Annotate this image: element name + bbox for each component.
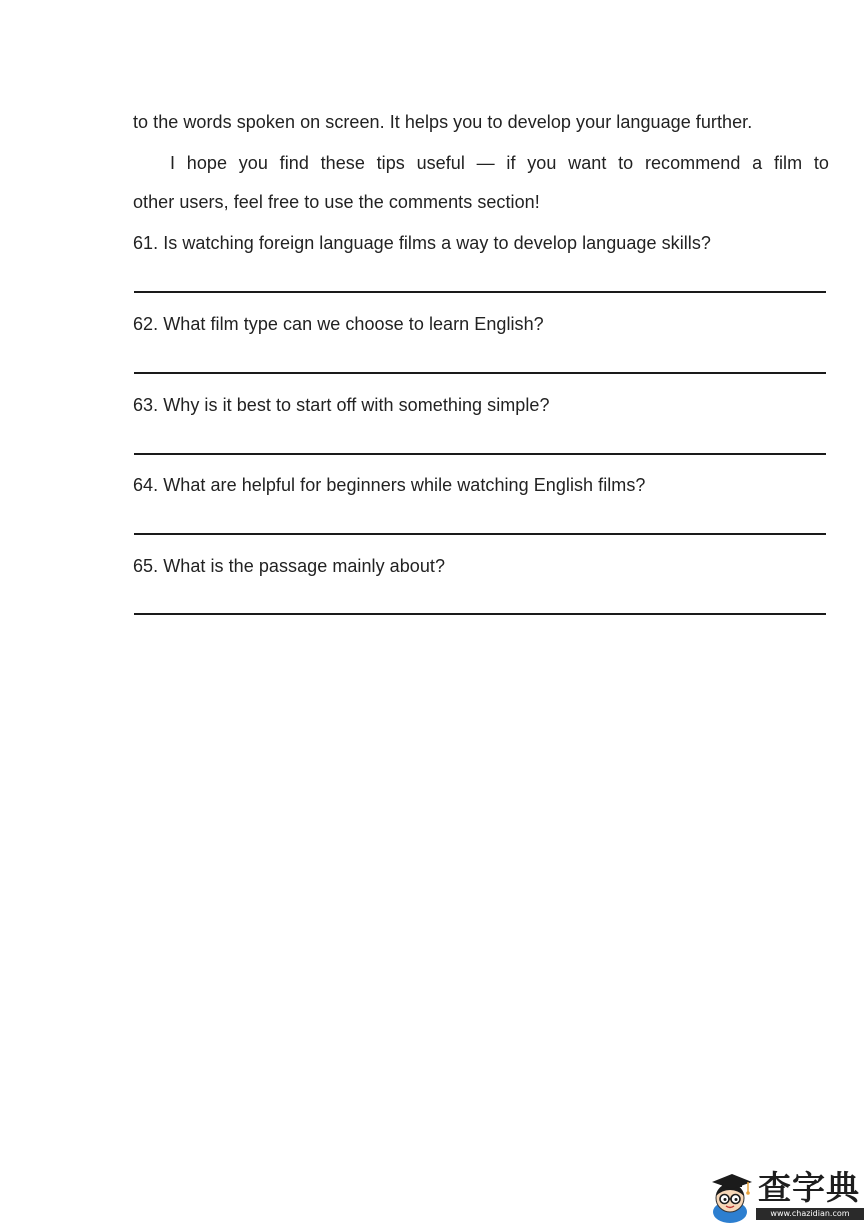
question-61: 61. Is watching foreign language films a way to develop language skills? (133, 233, 711, 253)
answer-line-62 (134, 372, 826, 374)
passage-line-1: to the words spoken on screen. It helps you to develop your language further. (133, 112, 753, 132)
question-63: 63. Why is it best to start off with something simple? (133, 395, 550, 415)
answer-line-64 (134, 533, 826, 535)
watermark-url: www.chazidian.com (756, 1208, 864, 1220)
answer-line-65 (134, 613, 826, 615)
site-watermark (708, 1168, 864, 1224)
watermark-title: 查字典 (758, 1168, 860, 1207)
answer-line-61 (134, 291, 826, 293)
answer-line-63 (134, 453, 826, 455)
question-62: 62. What film type can we choose to learn English? (133, 314, 544, 334)
passage-line-3: other users, feel free to use the comments section! (133, 192, 540, 212)
question-65: 65. What is the passage mainly about? (133, 556, 446, 576)
passage-line-2: I hope you find these tips useful — if you want to recommend a film to (170, 153, 829, 173)
mascot-logo-icon (708, 1168, 756, 1224)
question-64: 64. What are helpful for beginners while watching English films? (133, 475, 646, 495)
